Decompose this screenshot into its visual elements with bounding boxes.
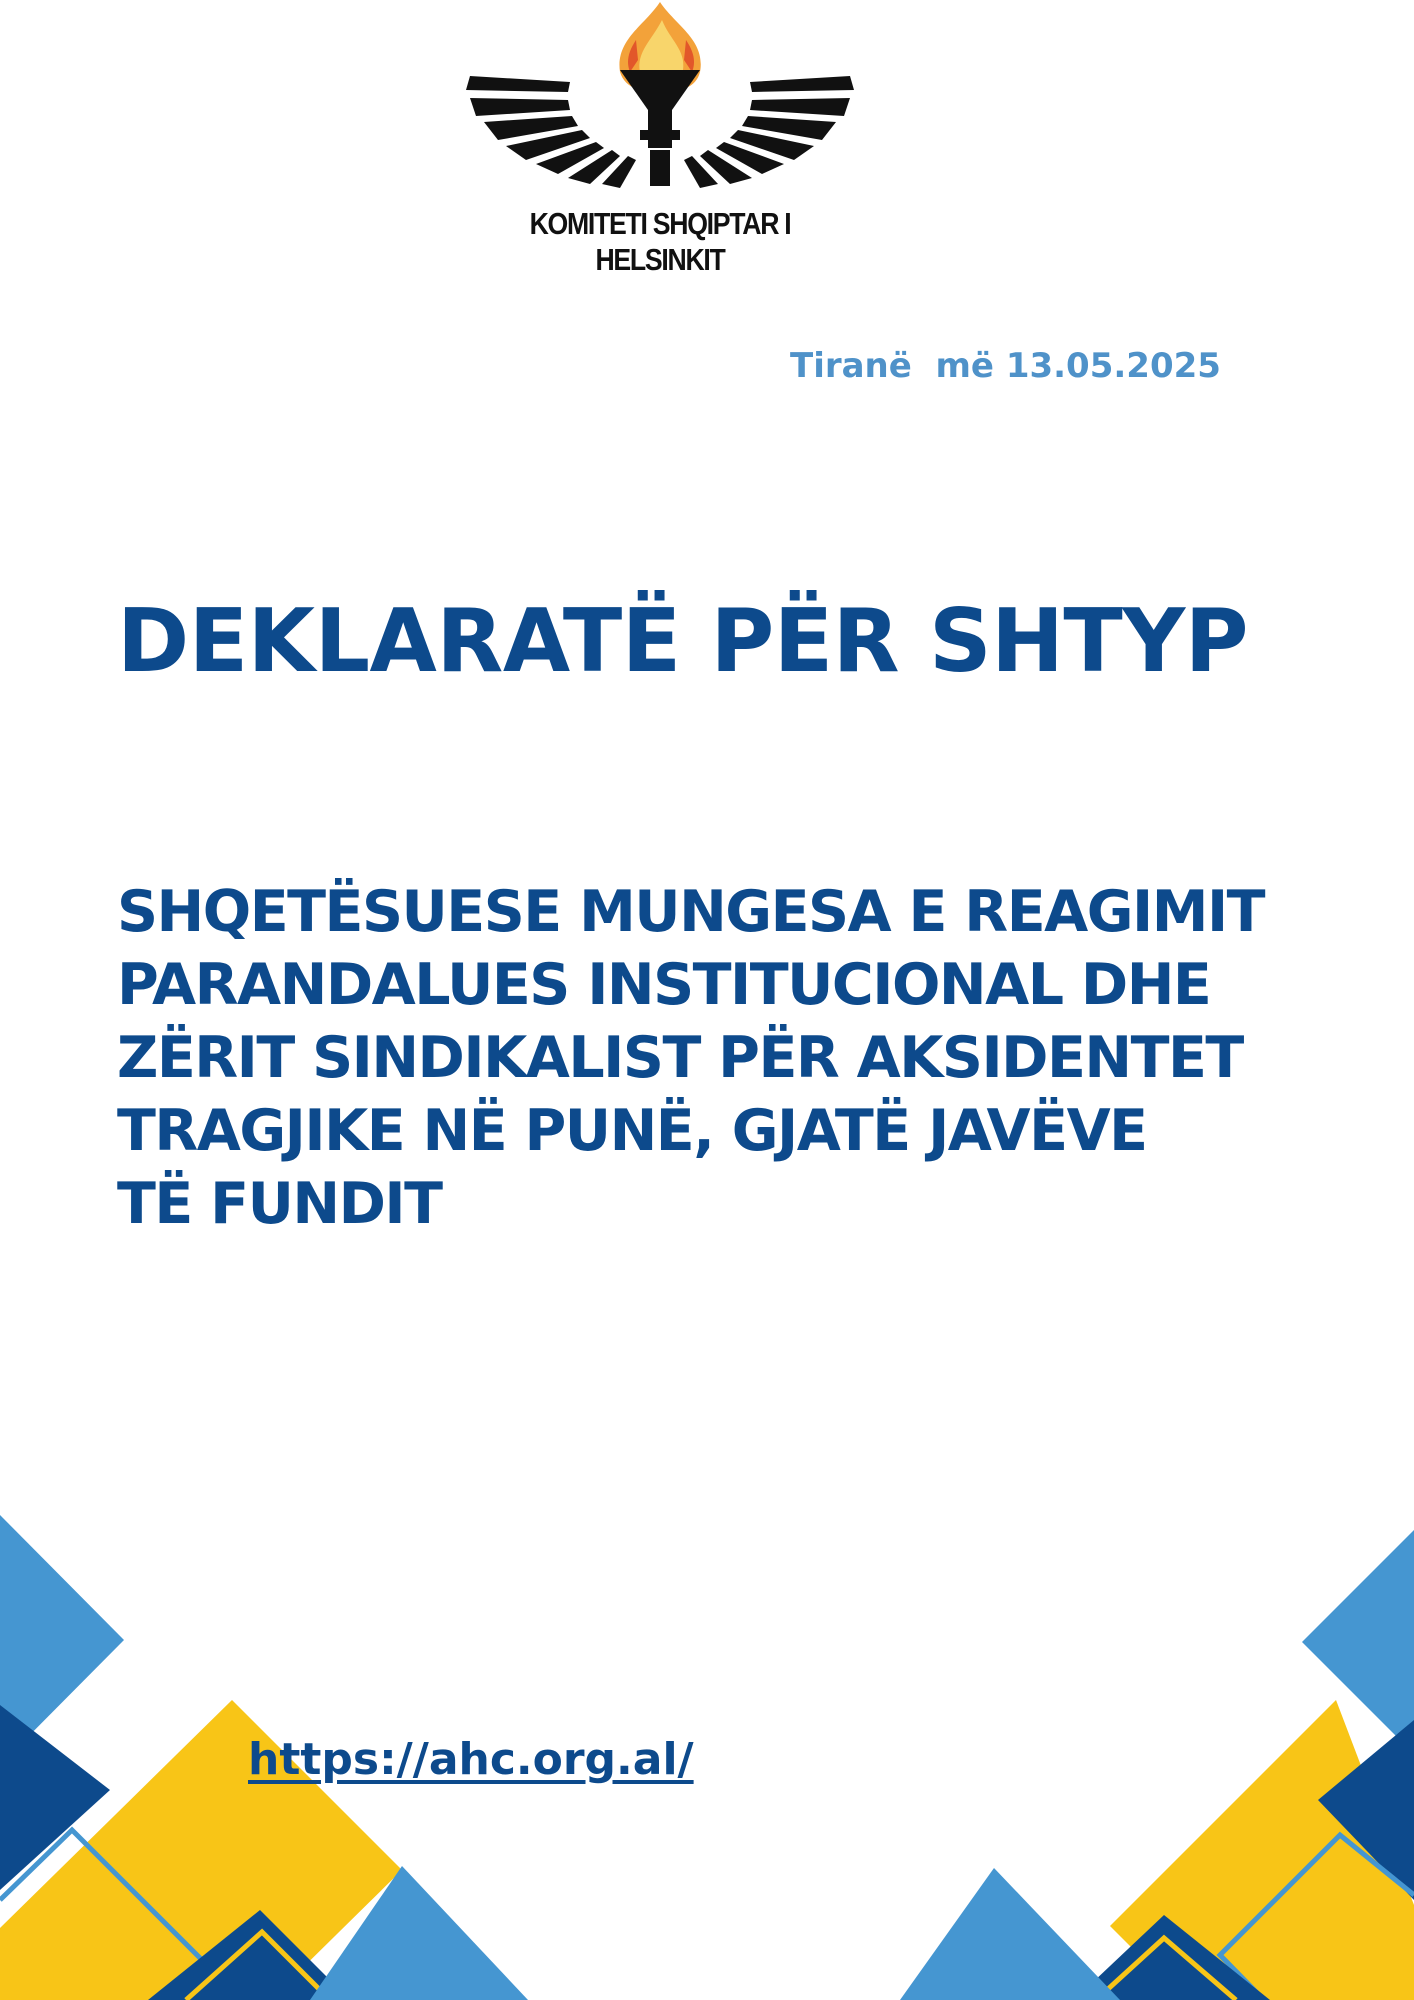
subtitle-line: TË FUNDIT: [117, 1171, 442, 1237]
subtitle-line: PARANDALUES INSTITUCIONAL DHE: [117, 952, 1211, 1018]
page-title: DEKLARATË PËR SHTYP: [117, 590, 1249, 692]
website-link[interactable]: https://ahc.org.al/: [248, 1734, 694, 1785]
subtitle-line: ZËRIT SINDIKALIST PËR AKSIDENTET: [117, 1025, 1243, 1091]
subtitle-line: TRAGJIKE NË PUNË, GJATË JAVËVE: [117, 1098, 1147, 1164]
torch-logo-icon: [440, 0, 880, 200]
subtitle-line: SHQETËSUESE MUNGESA E REAGIMIT: [117, 879, 1265, 945]
document-subtitle: [117, 876, 1342, 1241]
right-bottom-light-blue-diamond: [900, 1868, 1120, 2000]
place-date: Tiranë më 13.05.2025: [790, 346, 1221, 386]
organization-name: KOMITETI SHQIPTAR I HELSINKIT: [529, 206, 791, 277]
